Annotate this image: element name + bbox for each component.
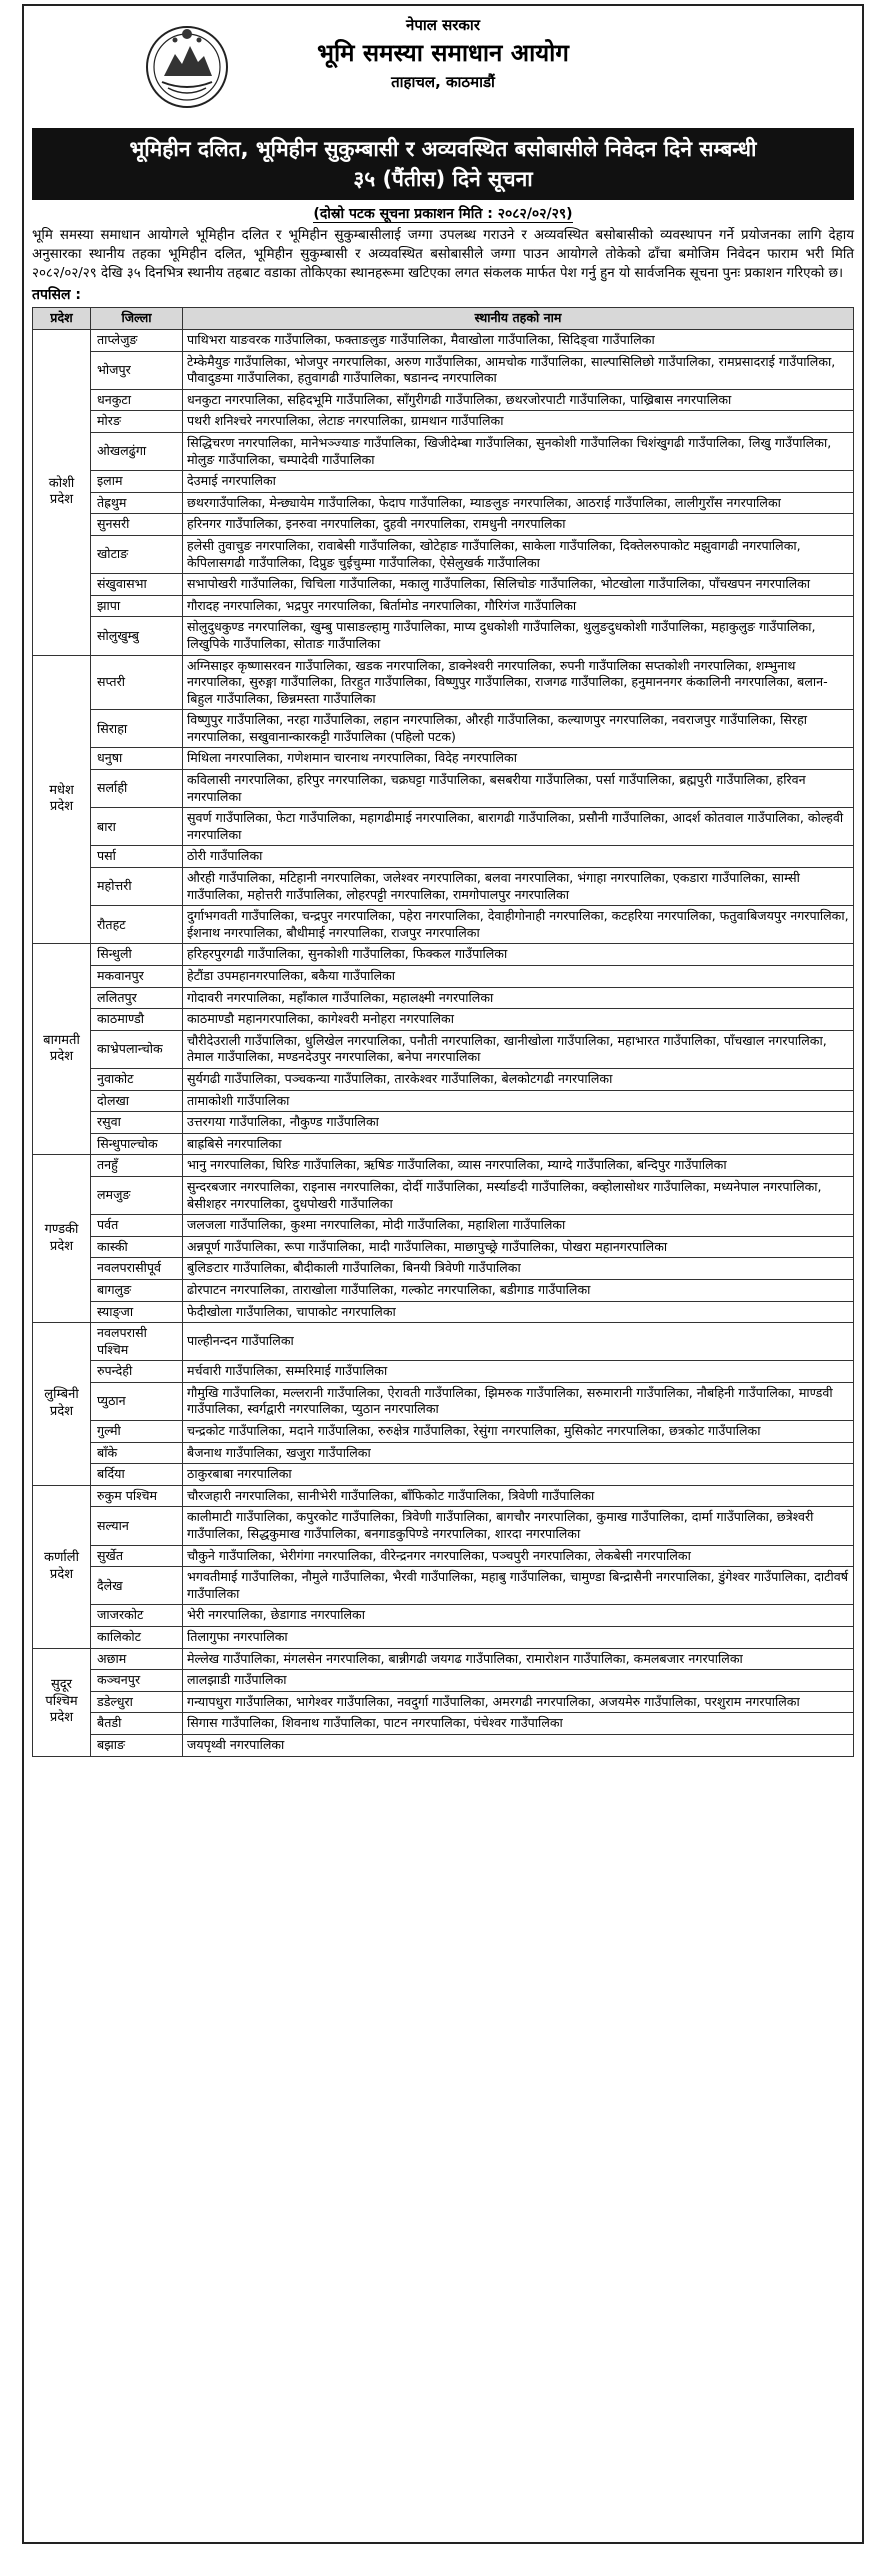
office-name: भूमि समस्या समाधान आयोग: [317, 39, 569, 67]
district-cell: धनुषा: [91, 748, 183, 770]
district-cell: महोत्तरी: [91, 868, 183, 906]
province-cell: गण्डकी प्रदेश: [33, 1155, 91, 1323]
province-cell: बागमती प्रदेश: [33, 944, 91, 1155]
district-cell: रुकुम पश्चिम: [91, 1485, 183, 1507]
local-level-cell: तामाकोशी गाउँपालिका: [183, 1090, 854, 1112]
local-level-cell: देउमाई नगरपालिका: [183, 471, 854, 493]
local-level-cell: बुलिङटार गाउँपालिका, बौदीकाली गाउँपालिका, बिनयी त्रिवेणी गाउँपालिका: [183, 1258, 854, 1280]
table-row: [33, 1258, 854, 1280]
notice-intro: भूमि समस्या समाधान आयोगले भूमिहीन दलित र भूमिहीन सुकुम्बासीलाई जग्गा उपलब्ध गराउने र अव्यवस्थित बसोबासीको व्यवस्थापन गर्ने प्रयोजनका लागि देहाय अनुसारका स्थानीय तहका भूमिहीन दलित, भूमिहीन सुकुम्बासी र अव्यवस्थित बसोबासीले जग्गा पाउन आयोगले तोकेको ढाँचा बमोजिम निवेदन फाराम भरी मिति २०८२/०२/२९ देखि ३५ दिनभित्र स्थानीय तहबाट वडाका तोकिएका स्थानहरूमा खटिएका लगत संकलक मार्फत पेश गर्नु हुन यो सार्वजनिक सूचना पुनः प्रकाशन गरिएको छ।: [32, 228, 854, 281]
notice-title-banner: [32, 128, 854, 200]
local-level-cell: धनकुटा नगरपालिका, सहिदभूमि गाउँपालिका, साँगुरीगढी गाउँपालिका, छथरजोरपाटी गाउँपालिका, पाख्रिबास नगरपालिका: [183, 389, 854, 411]
district-cell: काभ्रेपलान्चोक: [91, 1030, 183, 1068]
district-cell: संखुवासभा: [91, 574, 183, 596]
district-cell: पर्वत: [91, 1215, 183, 1237]
local-level-cell: ढोरपाटन नगरपालिका, ताराखोला गाउँपालिका, गल्कोट नगरपालिका, बडीगाड गाउँपालिका: [183, 1279, 854, 1301]
district-cell: सिराहा: [91, 710, 183, 748]
local-level-cell: लालझाडी गाउँपालिका: [183, 1670, 854, 1692]
district-cell: दैलेख: [91, 1567, 183, 1605]
local-level-cell: बाह्रबिसे नगरपालिका: [183, 1133, 854, 1155]
table-row: [33, 351, 854, 389]
local-level-cell: हरिनगर गाउँपालिका, इनरुवा नगरपालिका, दुहवी नगरपालिका, रामधुनी नगरपालिका: [183, 514, 854, 536]
district-cell: बाँके: [91, 1442, 183, 1464]
header-district: जिल्ला: [91, 308, 183, 330]
table-row: [33, 1734, 854, 1756]
table-row: [33, 808, 854, 846]
office-address: ताहाचल, काठमाडौं: [391, 73, 495, 91]
local-level-cell: छथरगाउँपालिका, मेन्छ्यायेम गाउँपालिका, फेदाप गाउँपालिका, म्याङलुङ नगरपालिका, आठराई गाउँपालिका, लालीगुराँस नगरपालिका: [183, 492, 854, 514]
local-level-cell: विष्णुपुर गाउँपालिका, नरहा गाउँपालिका, लहान नगरपालिका, औरही गाउँपालिका, कल्याणपुर नगरपालिका, नवराजपुर गाउँपालिका, सिरहा नगरपालिका, सखुवानान्कारकट्टी गाउँपालिका (पहिलो पटक): [183, 710, 854, 748]
province-cell: सुदूर पश्चिम प्रदेश: [33, 1648, 91, 1756]
table-row: [33, 1648, 854, 1670]
district-cell: ओखलढुंगा: [91, 432, 183, 470]
local-level-cell: सुन्दरबजार नगरपालिका, राइनास नगरपालिका, दोर्दी गाउँपालिका, मर्स्याङदी गाउँपालिका, क्व्होलासोथर गाउँपालिका, मध्यनेपाल नगरपालिका, बेसीशहर नगरपालिका, दुधपोखरी गाउँपालिका: [183, 1176, 854, 1214]
district-cell: बारा: [91, 808, 183, 846]
local-level-cell: जलजला गाउँपालिका, कुश्मा नगरपालिका, मोदी गाउँपालिका, महाशिला गाउँपालिका: [183, 1215, 854, 1237]
local-level-cell: पाथिभरा याङवरक गाउँपालिका, फक्ताङलुङ गाउँपालिका, मैवाखोला गाउँपालिका, सिदिङ्वा गाउँपालिका: [183, 330, 854, 352]
table-row: [33, 1279, 854, 1301]
table-row: [33, 1691, 854, 1713]
district-cell: ललितपुर: [91, 987, 183, 1009]
local-level-cell: भेरी नगरपालिका, छेडागाड नगरपालिका: [183, 1605, 854, 1627]
district-cell: सुनसरी: [91, 514, 183, 536]
table-row: [33, 710, 854, 748]
table-row: [33, 1421, 854, 1443]
local-level-cell: दुर्गाभगवती गाउँपालिका, चन्द्रपुर नगरपालिका, पहेरा नगरपालिका, देवाहीगोनाही नगरपालिका, कटहरिया नगरपालिका, फतुवाबिजयपुर नगरपालिका, ईशनाथ नगरपालिका, बौधीमाई नगरपालिका, राजपुर नगरपालिका: [183, 906, 854, 944]
district-cell: इलाम: [91, 471, 183, 493]
local-level-cell: सिगास गाउँपालिका, शिवनाथ गाउँपालिका, पाटन नगरपालिका, पंचेश्वर गाउँपालिका: [183, 1713, 854, 1735]
local-level-cell: पाल्हीनन्दन गाउँपालिका: [183, 1323, 854, 1361]
local-level-cell: सुर्यगढी गाउँपालिका, पञ्चकन्या गाउँपालिका, तारकेश्वर गाउँपालिका, बेलकोटगढी नगरपालिका: [183, 1068, 854, 1090]
local-level-cell: सोलुदुधकुण्ड नगरपालिका, खुम्बु पासाङल्हामु गाउँपालिका, माप्य दुधकोशी गाउँपालिका, थुलुङदुधकोशी गाउँपालिका, महाकुलुङ गाउँपालिका, लिखुपिके गाउँपालिका, सोताङ गाउँपालिका: [183, 617, 854, 655]
district-cell: सुर्खेत: [91, 1545, 183, 1567]
table-row: [33, 1545, 854, 1567]
province-cell: कर्णाली प्रदेश: [33, 1485, 91, 1648]
district-cell: रसुवा: [91, 1112, 183, 1134]
local-level-cell: अग्निसाइर कृष्णासरवन गाउँपालिका, खडक नगरपालिका, डाक्नेश्वरी नगरपालिका, रुपनी गाउँपालिका सप्तकोशी नगरपालिका, शम्भुनाथ नगरपालिका, सुरुङ्गा गाउँपालिका, तिरहुत गाउँपालिका, विष्णुपुर गाउँपालिका, राजगढ गाउँपालिका, हनुमाननगर कंकालिनी नगरपालिका, बलान-बिहुल गाउँपालिका, छिन्नमस्ता गाउँपालिका: [183, 655, 854, 710]
table-row: [33, 1507, 854, 1545]
local-level-cell: हलेसी तुवाचुङ नगरपालिका, रावाबेसी गाउँपालिका, खोटेहाङ गाउँपालिका, साकेला गाउँपालिका, दिक्तेलरुपाकोट मझुवागढी नगरपालिका, केपिलासगढी गाउँपालिका, दिप्रुङ चुईचुम्मा गाउँपालिका, ऐसेलुखर्क गाउँपालिका: [183, 535, 854, 573]
district-cell: नुवाकोट: [91, 1068, 183, 1090]
table-row: [33, 1215, 854, 1237]
district-cell: बैतडी: [91, 1713, 183, 1735]
table-row: [33, 1605, 854, 1627]
local-levels-table: [32, 307, 854, 1757]
table-row: [33, 411, 854, 433]
district-cell: ताप्लेजुङ: [91, 330, 183, 352]
table-row: [33, 1301, 854, 1323]
district-cell: सप्तरी: [91, 655, 183, 710]
local-level-cell: चौरजहारी नगरपालिका, सानीभेरी गाउँपालिका, बाँफिकोट गाउँपालिका, त्रिवेणी गाउँपालिका: [183, 1485, 854, 1507]
local-level-cell: जयपृथ्वी नगरपालिका: [183, 1734, 854, 1756]
local-level-cell: हरिहरपुरगढी गाउँपालिका, सुनकोशी गाउँपालिका, फिक्कल गाउँपालिका: [183, 944, 854, 966]
district-cell: डडेल्धुरा: [91, 1691, 183, 1713]
table-row: [33, 1090, 854, 1112]
table-row: [33, 966, 854, 988]
district-cell: मोरङ: [91, 411, 183, 433]
district-cell: सर्लाही: [91, 770, 183, 808]
notice-title-line2: ३५ (पैंतीस) दिने सूचना: [353, 167, 533, 191]
table-body: [33, 330, 854, 1757]
table-row: [33, 1713, 854, 1735]
publication-date-text: (दोस्रो पटक सूचना प्रकाशन मिति : २०८२/०२/२९): [313, 206, 573, 222]
table-row: [33, 535, 854, 573]
local-level-cell: मर्चवारी गाउँपालिका, सम्मरिमाई गाउँपालिका: [183, 1361, 854, 1383]
district-cell: बर्दिया: [91, 1464, 183, 1486]
table-row: [33, 1155, 854, 1177]
district-cell: अछाम: [91, 1648, 183, 1670]
local-level-cell: टेम्केमैयुङ गाउँपालिका, भोजपुर नगरपालिका, अरुण गाउँपालिका, आमचोक गाउँपालिका, साल्पासिलिछो गाउँपालिका, रामप्रसादराई गाउँपालिका, पौवादुङमा गाउँपालिका, हतुवागढी गाउँपालिका, षडानन्द नगरपालिका: [183, 351, 854, 389]
district-cell: गुल्मी: [91, 1421, 183, 1443]
local-level-cell: उत्तरगया गाउँपालिका, नौकुण्ड गाउँपालिका: [183, 1112, 854, 1134]
district-cell: नवलपरासीपूर्व: [91, 1258, 183, 1280]
table-row: [33, 1464, 854, 1486]
district-cell: काठमाण्डौ: [91, 1009, 183, 1031]
local-level-cell: पथरी शनिश्चरे नगरपालिका, लेटाङ नगरपालिका, ग्रामथान गाउँपालिका: [183, 411, 854, 433]
district-cell: सिन्धुली: [91, 944, 183, 966]
district-cell: स्याङ्जा: [91, 1301, 183, 1323]
table-row: [33, 1133, 854, 1155]
table-row: [33, 1009, 854, 1031]
header-local-level: स्थानीय तहको नाम: [183, 308, 854, 330]
district-cell: झापा: [91, 595, 183, 617]
notice-page: [22, 4, 864, 2544]
table-row: [33, 1382, 854, 1420]
district-cell: कास्की: [91, 1236, 183, 1258]
table-row: [33, 748, 854, 770]
district-cell: तेह्रथुम: [91, 492, 183, 514]
district-cell: कालिकोट: [91, 1627, 183, 1649]
government-name: नेपाल सरकार: [406, 16, 480, 34]
district-cell: सोलुखुम्बु: [91, 617, 183, 655]
province-cell: मधेश प्रदेश: [33, 655, 91, 944]
table-row: [33, 987, 854, 1009]
local-level-cell: गोदावरी नगरपालिका, महाँकाल गाउँपालिका, महालक्ष्मी नगरपालिका: [183, 987, 854, 1009]
table-row: [33, 868, 854, 906]
local-level-cell: भगवतीमाई गाउँपालिका, नौमुले गाउँपालिका, भैरवी गाउँपालिका, महाबु गाउँपालिका, चामुण्डा बिन्द्रासैनी नगरपालिका, डुंगेश्वर गाउँपालिका, दाटीवर्ष गाउँपालिका: [183, 1567, 854, 1605]
table-row: [33, 1627, 854, 1649]
table-row: [33, 906, 854, 944]
local-level-cell: कविलासी नगरपालिका, हरिपुर नगरपालिका, चक्रघट्टा गाउँपालिका, बसबरीया गाउँपालिका, पर्सा गाउँपालिका, ब्रह्मपुरी गाउँपालिका, हरिवन नगरपालिका: [183, 770, 854, 808]
table-row: [33, 330, 854, 352]
local-level-cell: तिलागुफा नगरपालिका: [183, 1627, 854, 1649]
district-cell: सल्यान: [91, 1507, 183, 1545]
details-label: तपसिल :: [32, 287, 81, 303]
local-level-cell: सभापोखरी गाउँपालिका, चिचिला गाउँपालिका, मकालु गाउँपालिका, सिलिचोङ गाउँपालिका, भोटखोला गाउँपालिका, पाँचखपन नगरपालिका: [183, 574, 854, 596]
district-cell: मकवानपुर: [91, 966, 183, 988]
district-cell: बागलुङ: [91, 1279, 183, 1301]
district-cell: रुपन्देही: [91, 1361, 183, 1383]
local-level-cell: चौरीदेउराली गाउँपालिका, धुलिखेल नगरपालिका, पनौती नगरपालिका, खानीखोला गाउँपालिका, महाभारत गाउँपालिका, पाँचखाल नगरपालिका, तेमाल गाउँपालिका, मण्डनदेउपुर नगरपालिका, बनेपा नगरपालिका: [183, 1030, 854, 1068]
header-text: [32, 14, 854, 94]
publication-date: [32, 204, 854, 224]
district-cell: धनकुटा: [91, 389, 183, 411]
table-row: [33, 655, 854, 710]
table-row: [33, 846, 854, 868]
table-row: [33, 1068, 854, 1090]
notice-title-line1: भूमिहीन दलित, भूमिहीन सुकुम्बासी र अव्यवस्थित बसोबासीले निवेदन दिने सम्बन्धी: [129, 137, 757, 161]
notice-header: [32, 12, 854, 124]
local-level-cell: ठोरी गाउँपालिका: [183, 846, 854, 868]
district-cell: पर्सा: [91, 846, 183, 868]
district-cell: बझाङ: [91, 1734, 183, 1756]
table-row: [33, 1567, 854, 1605]
header-province: प्रदेश: [33, 308, 91, 330]
local-level-cell: चन्द्रकोट गाउँपालिका, मदाने गाउँपालिका, रुरुक्षेत्र गाउँपालिका, रेसुंगा नगरपालिका, मुसिकोट नगरपालिका, छत्रकोट गाउँपालिका: [183, 1421, 854, 1443]
table-row: [33, 1442, 854, 1464]
table-row: [33, 432, 854, 470]
district-cell: जाजरकोट: [91, 1605, 183, 1627]
local-level-cell: चौकुने गाउँपालिका, भेरीगंगा नगरपालिका, वीरेन्द्रनगर नगरपालिका, पञ्चपुरी नगरपालिका, लेकबेसी नगरपालिका: [183, 1545, 854, 1567]
local-level-cell: ठाकुरबाबा नगरपालिका: [183, 1464, 854, 1486]
table-row: [33, 471, 854, 493]
local-level-cell: फेदीखोला गाउँपालिका, चापाकोट नगरपालिका: [183, 1301, 854, 1323]
table-row: [33, 770, 854, 808]
table-row: [33, 617, 854, 655]
local-level-cell: हेटौंडा उपमहानगरपालिका, बकैया गाउँपालिका: [183, 966, 854, 988]
table-row: [33, 389, 854, 411]
local-level-cell: औरही गाउँपालिका, मटिहानी नगरपालिका, जलेश्वर नगरपालिका, बलवा नगरपालिका, भंगाहा नगरपालिका, एकडारा गाउँपालिका, साम्सी गाउँपालिका, महोत्तरी गाउँपालिका, लोहरपट्टी नगरपालिका, रामगोपालपुर नगरपालिका: [183, 868, 854, 906]
district-cell: तनहुँ: [91, 1155, 183, 1177]
table-row: [33, 1236, 854, 1258]
local-level-cell: बैजनाथ गाउँपालिका, खजुरा गाउँपालिका: [183, 1442, 854, 1464]
district-cell: खोटाङ: [91, 535, 183, 573]
table-row: [33, 492, 854, 514]
table-row: [33, 1030, 854, 1068]
local-level-cell: सुवर्ण गाउँपालिका, फेटा गाउँपालिका, महागढीमाई नगरपालिका, बारागढी गाउँपालिका, प्रसौनी गाउँपालिका, आदर्श कोतवाल गाउँपालिका, कोल्हवी नगरपालिका: [183, 808, 854, 846]
district-cell: सिन्धुपाल्चोक: [91, 1133, 183, 1155]
table-row: [33, 1176, 854, 1214]
table-row: [33, 514, 854, 536]
local-level-cell: गन्यापधुरा गाउँपालिका, भागेश्वर गाउँपालिका, नवदुर्गा गाउँपालिका, अमरगढी नगरपालिका, अजयमेरु गाउँपालिका, परशुराम नगरपालिका: [183, 1691, 854, 1713]
district-cell: भोजपुर: [91, 351, 183, 389]
local-level-cell: मेल्लेख गाउँपालिका, मंगलसेन नगरपालिका, बान्नीगढी जयगढ गाउँपालिका, रामारोशन गाउँपालिका, कमलबजार नगरपालिका: [183, 1648, 854, 1670]
table-row: [33, 1670, 854, 1692]
district-cell: प्युठान: [91, 1382, 183, 1420]
table-row: [33, 574, 854, 596]
district-cell: कञ्चनपुर: [91, 1670, 183, 1692]
district-cell: नवलपरासी पश्चिम: [91, 1323, 183, 1361]
table-row: [33, 595, 854, 617]
local-level-cell: अन्नपूर्ण गाउँपालिका, रूपा गाउँपालिका, मादी गाउँपालिका, माछापुच्छ्रे गाउँपालिका, पोखरा महानगरपालिका: [183, 1236, 854, 1258]
local-level-cell: काठमाण्डौ महानगरपालिका, कागेश्वरी मनोहरा नगरपालिका: [183, 1009, 854, 1031]
local-level-cell: कालीमाटी गाउँपालिका, कपुरकोट गाउँपालिका, त्रिवेणी गाउँपालिका, बागचौर नगरपालिका, कुमाख गाउँपालिका, दार्मा गाउँपालिका, छत्रेश्वरी गाउँपालिका, सिद्धकुमाख गाउँपालिका, बनगाडकुपिण्डे नगरपालिका, शारदा नगरपालिका: [183, 1507, 854, 1545]
table-row: [33, 1361, 854, 1383]
table-header-row: [33, 308, 854, 330]
local-level-cell: गौमुखि गाउँपालिका, मल्लरानी गाउँपालिका, ऐरावती गाउँपालिका, झिमरुक गाउँपालिका, सरुमारानी गाउँपालिका, नौबहिनी गाउँपालिका, माण्डवी गाउँपालिका, स्वर्गद्वारी नगरपालिका, प्युठान नगरपालिका: [183, 1382, 854, 1420]
district-cell: दोलखा: [91, 1090, 183, 1112]
table-row: [33, 944, 854, 966]
province-cell: कोशी प्रदेश: [33, 330, 91, 656]
table-row: [33, 1485, 854, 1507]
table-row: [33, 1323, 854, 1361]
local-level-cell: गौरादह नगरपालिका, भद्रपुर नगरपालिका, बिर्तामोड नगरपालिका, गौरिगंज गाउँपालिका: [183, 595, 854, 617]
local-level-cell: सिद्धिचरण नगरपालिका, मानेभञ्ज्याङ गाउँपालिका, खिजीदेम्बा गाउँपालिका, सुनकोशी गाउँपालिका चिशंखुगढी गाउँपालिका, लिखु गाउँपालिका, मोलुङ गाउँपालिका, चम्पादेवी गाउँपालिका: [183, 432, 854, 470]
table-row: [33, 1112, 854, 1134]
district-cell: रौतहट: [91, 906, 183, 944]
province-cell: लुम्बिनी प्रदेश: [33, 1323, 91, 1486]
local-level-cell: भानु नगरपालिका, घिरिङ गाउँपालिका, ऋषिङ गाउँपालिका, व्यास नगरपालिका, म्याग्दे गाउँपालिका, बन्दिपुर गाउँपालिका: [183, 1155, 854, 1177]
local-level-cell: मिथिला नगरपालिका, गणेशमान चारनाथ नगरपालिका, विदेह नगरपालिका: [183, 748, 854, 770]
district-cell: लमजुङ: [91, 1176, 183, 1214]
